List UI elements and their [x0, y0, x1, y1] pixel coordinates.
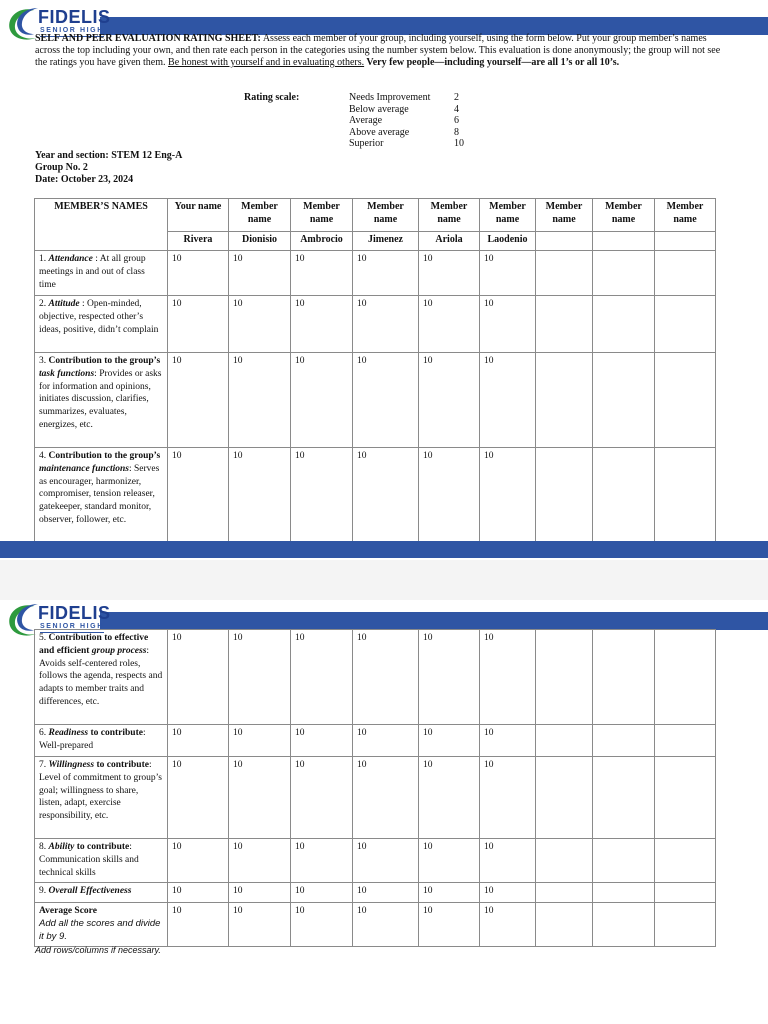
footer-band	[0, 541, 768, 558]
criterion-bold-suffix: to contribute	[74, 842, 130, 852]
score-cell[interactable]: 10	[419, 630, 480, 725]
member-name-cell[interactable]: Rivera	[168, 232, 229, 251]
column-header: Member name	[229, 199, 291, 232]
score-cell[interactable]: 10	[353, 353, 419, 448]
score-cell[interactable]: 10	[168, 725, 229, 757]
score-cell[interactable]: 10	[353, 448, 419, 555]
instructions-bold: Very few people—including yourself—are all 1’s or all 10’s.	[364, 57, 620, 68]
score-cell[interactable]: 10	[480, 725, 536, 757]
criterion-bold: Contribution to effective and efficient	[39, 633, 149, 656]
average-row	[35, 903, 716, 947]
sheet-title: SELF AND PEER EVALUATION RATING SHEET:	[35, 33, 261, 44]
criterion-cell	[35, 725, 168, 757]
header-row	[35, 199, 716, 232]
criterion-cell	[35, 251, 168, 296]
score-cell[interactable]: 10	[168, 251, 229, 296]
table-row	[35, 353, 716, 448]
score-cell[interactable]: 10	[419, 353, 480, 448]
score-cell[interactable]	[536, 296, 593, 353]
score-cell[interactable]: 10	[229, 448, 291, 555]
criterion-description: Serves as encourager, harmonizer, compromiser, tension releaser, gatekeeper, standard monitor, observer, follower, etc.	[39, 463, 160, 525]
table-row	[35, 725, 716, 757]
instructions-underlined: Be honest with yourself and in evaluating others.	[168, 57, 365, 68]
criterion-cell	[35, 296, 168, 353]
average-score-cell[interactable]: 10	[480, 903, 536, 947]
score-cell[interactable]	[593, 883, 655, 903]
criterion-italic: group process	[91, 645, 147, 656]
criterion-number: 5.	[39, 633, 49, 643]
score-cell[interactable]	[655, 251, 716, 296]
column-header: Member name	[291, 199, 353, 232]
average-score-cell[interactable]: 10	[168, 903, 229, 947]
criterion-separator: :	[92, 254, 100, 264]
table-row	[35, 630, 716, 725]
score-cell[interactable]	[593, 630, 655, 725]
criterion-italic: Attendance	[48, 254, 93, 264]
criterion-italic: maintenance functions	[39, 463, 129, 474]
rating-scale-label: Rating scale:	[244, 92, 300, 103]
score-cell[interactable]: 10	[168, 839, 229, 883]
criterion-number: 8.	[39, 842, 49, 852]
criterion-separator: :	[146, 645, 150, 656]
page-gap	[0, 560, 768, 600]
rating-scale-value: 8	[454, 126, 459, 138]
instructions-text: Assess each member of your group, including yourself, using the form below. Put your group member’s names across the top including your own, and then rate each person in the categories using the number system below. This evaluation is done anonymously; the group will not see the ratings you have given them.	[35, 33, 721, 68]
member-name-cell[interactable]: Dionisio	[229, 232, 291, 251]
criterion-number: 4.	[39, 451, 49, 461]
criterion-cell	[35, 839, 168, 883]
criterion-description: Communication skills and technical skills	[39, 854, 139, 878]
score-cell[interactable]: 10	[291, 725, 353, 757]
members-header: MEMBER’S NAMES	[35, 199, 168, 251]
member-name-cell[interactable]: Laodenio	[480, 232, 536, 251]
logo-subtitle: SENIOR HIGH	[40, 623, 104, 630]
score-cell[interactable]	[536, 448, 593, 555]
criterion-bold: Contribution to the group’s	[48, 451, 161, 461]
rating-scale-value: 6	[454, 115, 459, 126]
average-score-cell[interactable]	[655, 903, 716, 947]
table-row	[35, 883, 716, 903]
instructions	[35, 33, 725, 69]
column-header: Your name	[168, 199, 229, 232]
score-cell[interactable]: 10	[480, 251, 536, 296]
criterion-description: At all group meetings in and out of class time	[39, 254, 146, 290]
score-cell[interactable]	[536, 839, 593, 883]
score-cell[interactable]	[593, 353, 655, 448]
member-name-cell[interactable]	[593, 232, 655, 251]
member-name-cell[interactable]	[536, 232, 593, 251]
score-cell[interactable]: 10	[168, 353, 229, 448]
criterion-description: Well-prepared	[39, 740, 94, 751]
score-cell[interactable]: 10	[168, 630, 229, 725]
average-label: Average Score	[39, 906, 97, 916]
average-score-cell[interactable]: 10	[291, 903, 353, 947]
score-cell[interactable]: 10	[353, 883, 419, 903]
criterion-bold: Contribution to the group’s	[48, 356, 161, 366]
criterion-italic: Ability	[48, 842, 75, 852]
rating-scale-row	[349, 138, 474, 150]
logo-brand: FIDELIS	[38, 7, 111, 27]
score-cell[interactable]	[655, 630, 716, 725]
average-label-cell	[35, 903, 168, 947]
score-cell[interactable]	[655, 839, 716, 883]
criterion-emphasis	[49, 760, 95, 770]
footnote: Add rows/columns if necessary.	[35, 945, 161, 955]
score-cell[interactable]: 10	[480, 448, 536, 555]
criterion-cell	[35, 757, 168, 839]
average-score-cell[interactable]	[593, 903, 655, 947]
score-cell[interactable]: 10	[480, 883, 536, 903]
score-cell[interactable]: 10	[229, 757, 291, 839]
rating-scale-level: Below average	[349, 103, 409, 115]
member-name-cell[interactable]: Ariola	[419, 232, 480, 251]
criterion-italic: Readiness	[48, 728, 89, 738]
score-cell[interactable]	[655, 296, 716, 353]
score-cell[interactable]	[655, 883, 716, 903]
score-cell[interactable]: 10	[291, 757, 353, 839]
rating-scale-level: Above average	[349, 126, 410, 138]
criterion-emphasis	[49, 886, 132, 896]
criterion-number: 6.	[39, 728, 49, 738]
criterion-emphasis	[49, 842, 75, 852]
criterion-separator: :	[142, 728, 146, 738]
criterion-cell	[35, 630, 168, 725]
criterion-description: Level of commitment to group’s goal; willingness to share, listen, adapt, exercise responsibility, etc.	[39, 772, 162, 822]
score-cell[interactable]: 10	[291, 353, 353, 448]
score-cell[interactable]	[655, 448, 716, 555]
score-cell[interactable]: 10	[168, 448, 229, 555]
member-name-cell[interactable]	[655, 232, 716, 251]
average-score-cell[interactable]	[536, 903, 593, 947]
score-cell[interactable]: 10	[480, 630, 536, 725]
score-cell[interactable]: 10	[291, 296, 353, 353]
column-header: Member name	[655, 199, 716, 232]
score-cell[interactable]	[655, 725, 716, 757]
score-cell[interactable]: 10	[229, 251, 291, 296]
rating-scale-value: 4	[454, 103, 459, 115]
score-cell[interactable]	[536, 757, 593, 839]
score-cell[interactable]: 10	[168, 757, 229, 839]
score-cell[interactable]	[655, 757, 716, 839]
table-row	[35, 251, 716, 296]
rating-scale-row	[349, 104, 474, 116]
column-header: Member name	[593, 199, 655, 232]
criterion-separator: :	[129, 842, 132, 852]
rating-scale-value: 10	[454, 138, 464, 149]
score-cell[interactable]: 10	[353, 725, 419, 757]
score-cell[interactable]: 10	[291, 839, 353, 883]
score-cell[interactable]	[536, 883, 593, 903]
score-cell[interactable]	[536, 353, 593, 448]
score-cell[interactable]	[593, 725, 655, 757]
header-band	[100, 612, 768, 630]
criterion-italic: Attitude	[48, 299, 80, 309]
criterion-number: 1.	[39, 254, 49, 264]
criterion-cell	[35, 883, 168, 903]
criterion-cell	[35, 448, 168, 555]
criterion-bold-suffix: to contribute	[88, 728, 143, 738]
criterion-emphasis	[91, 645, 150, 656]
column-header: Member name	[419, 199, 480, 232]
evaluation-table-part-2	[34, 629, 716, 947]
criterion-description: Avoids self-centered roles, follows the agenda, respects and adapts to member traits and differences, etc.	[39, 658, 163, 707]
score-cell[interactable]: 10	[480, 296, 536, 353]
table-row	[35, 757, 716, 839]
score-cell[interactable]: 10	[229, 839, 291, 883]
score-cell[interactable]	[536, 251, 593, 296]
score-cell[interactable]: 10	[480, 757, 536, 839]
score-cell[interactable]: 10	[353, 296, 419, 353]
score-cell[interactable]	[536, 630, 593, 725]
score-cell[interactable]: 10	[419, 251, 480, 296]
score-cell[interactable]: 10	[419, 757, 480, 839]
table-row	[35, 448, 716, 555]
criterion-separator: :	[79, 299, 88, 309]
score-cell[interactable]: 10	[353, 839, 419, 883]
rating-scale-level: Average	[349, 115, 383, 126]
criterion-number: 9.	[39, 886, 49, 896]
score-cell[interactable]: 10	[480, 839, 536, 883]
score-cell[interactable]	[593, 448, 655, 555]
score-cell[interactable]: 10	[419, 448, 480, 555]
average-score-cell[interactable]: 10	[419, 903, 480, 947]
score-cell[interactable]: 10	[168, 883, 229, 903]
criterion-cell	[35, 353, 168, 448]
criterion-description: Provides or asks for information and opinions, initiates discussion, clarifies, summarizes, evaluates, energizes, etc.	[39, 368, 162, 430]
year-section: Year and section: STEM 12 Eng-A	[35, 150, 183, 161]
score-cell[interactable]: 10	[229, 353, 291, 448]
average-score-cell[interactable]: 10	[353, 903, 419, 947]
group-number: Group No. 2	[35, 162, 88, 173]
score-cell[interactable]: 10	[229, 883, 291, 903]
score-cell[interactable]: 10	[480, 353, 536, 448]
criterion-separator: :	[148, 760, 152, 770]
score-cell[interactable]: 10	[291, 883, 353, 903]
criterion-separator: :	[129, 463, 135, 474]
criterion-number: 7.	[39, 760, 49, 770]
average-instruction: Add all the scores and divide it by 9.	[39, 917, 161, 942]
criterion-italic: Overall Effectiveness	[48, 886, 132, 896]
criterion-emphasis	[49, 254, 93, 264]
table-row	[35, 839, 716, 883]
score-cell[interactable]: 10	[353, 251, 419, 296]
rating-scale-level: Needs Improvement	[349, 92, 431, 103]
score-cell[interactable]: 10	[353, 757, 419, 839]
column-header: Member name	[536, 199, 593, 232]
member-name-cell[interactable]: Jimenez	[353, 232, 419, 251]
rating-scale-level: Superior	[349, 138, 384, 149]
score-cell[interactable]: 10	[419, 839, 480, 883]
evaluation-table-part-1	[34, 198, 716, 555]
evaluation-date: Date: October 23, 2024	[35, 174, 134, 185]
score-cell[interactable]: 10	[229, 296, 291, 353]
criterion-description: Open-minded, objective, respected other’s ideas, positive, didn’t complain	[39, 299, 159, 335]
table-row	[35, 296, 716, 353]
score-cell[interactable]	[655, 353, 716, 448]
score-cell[interactable]: 10	[291, 251, 353, 296]
criterion-number: 3.	[39, 356, 49, 366]
average-score-cell[interactable]: 10	[229, 903, 291, 947]
score-cell[interactable]: 10	[291, 630, 353, 725]
score-cell[interactable]: 10	[229, 630, 291, 725]
score-cell[interactable]: 10	[168, 296, 229, 353]
logo-subtitle: SENIOR HIGH	[40, 27, 104, 34]
score-cell[interactable]	[593, 251, 655, 296]
score-cell[interactable]: 10	[419, 296, 480, 353]
score-cell[interactable]	[593, 757, 655, 839]
criterion-emphasis	[39, 464, 129, 474]
score-cell[interactable]	[536, 725, 593, 757]
score-cell[interactable]: 10	[291, 448, 353, 555]
rating-scale-row	[349, 92, 474, 104]
rating-scale-value: 2	[454, 92, 459, 103]
criterion-number: 2.	[39, 299, 49, 309]
score-cell[interactable]: 10	[229, 725, 291, 757]
score-cell[interactable]	[593, 839, 655, 883]
column-header: Member name	[480, 199, 536, 232]
member-name-cell[interactable]: Ambrocio	[291, 232, 353, 251]
criterion-emphasis	[49, 728, 89, 738]
criterion-italic: task functions	[39, 368, 95, 379]
criterion-emphasis	[49, 299, 80, 309]
group-info	[35, 150, 182, 186]
score-cell[interactable]	[593, 296, 655, 353]
logo-brand: FIDELIS	[38, 603, 111, 623]
criterion-separator: :	[94, 368, 100, 379]
rating-scale-row	[349, 115, 474, 127]
rating-scale-row	[349, 127, 474, 139]
score-cell[interactable]: 10	[419, 725, 480, 757]
criterion-emphasis	[39, 369, 94, 379]
rating-scale	[349, 92, 474, 150]
score-cell[interactable]: 10	[419, 883, 480, 903]
score-cell[interactable]: 10	[353, 630, 419, 725]
column-header: Member name	[353, 199, 419, 232]
criterion-italic: Willingness	[48, 760, 95, 770]
criterion-bold-suffix: to contribute	[94, 760, 149, 770]
